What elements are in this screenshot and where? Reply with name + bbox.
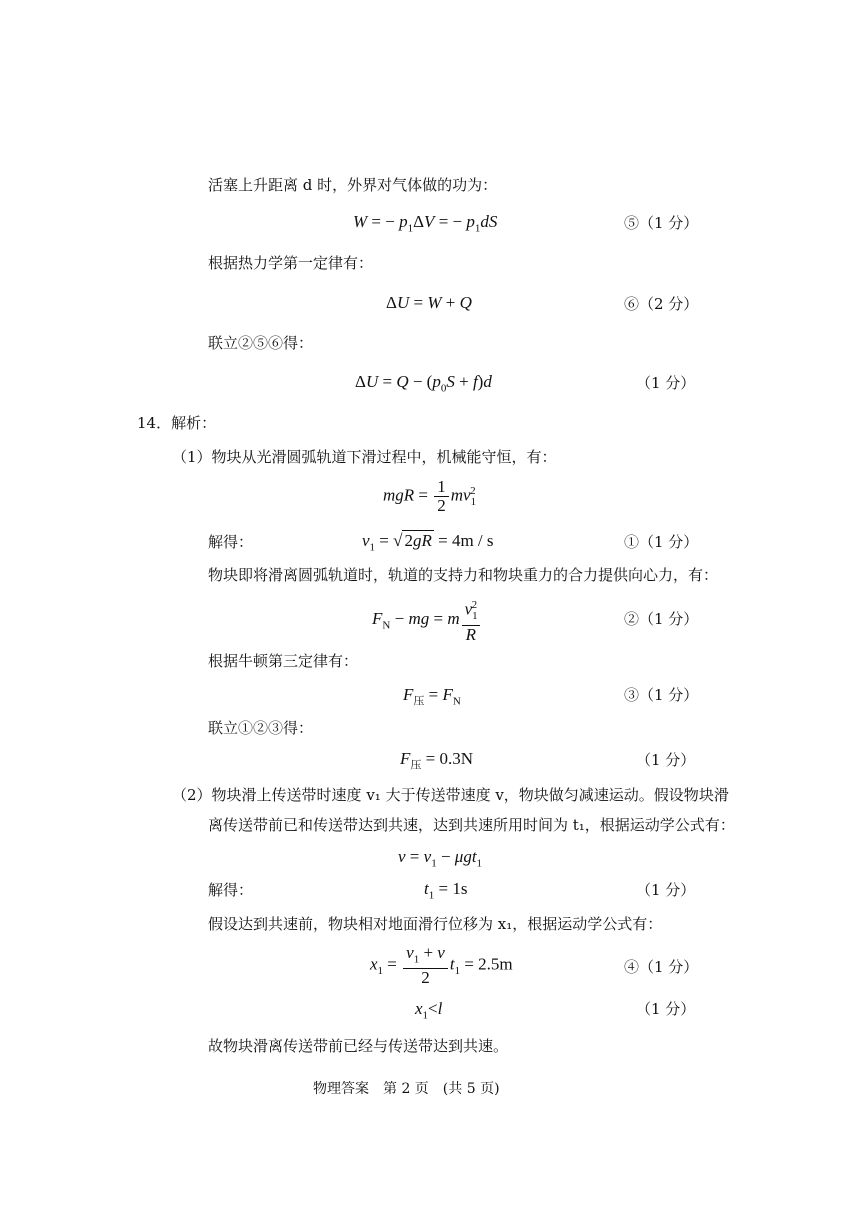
- equation-common-speed: $v = v_1 - \mu gt_1$: [398, 847, 483, 870]
- equation-energy: mgR = $\frac{1}{2}$ $mv_1^2$: [383, 477, 477, 515]
- text-centripetal-intro: 物块即将滑离圆弧轨道时，轨道的支持力和物块重力的合力提供向心力，有：: [208, 566, 719, 584]
- score-mark-3: ③（1 分）: [624, 686, 699, 704]
- equation-first-law: ΔU = W + Q: [386, 293, 472, 312]
- score-mark-10: （1 分）: [636, 1000, 696, 1018]
- equation-v1: $v_1$ = √ 2gR = 4m / s: [362, 531, 494, 554]
- score-mark-7: （1 分）: [636, 374, 696, 392]
- text-solve-1: 解得：: [208, 533, 254, 551]
- text-first-law-intro: 根据热力学第一定律有：: [208, 254, 374, 272]
- equation-work: W = − $p_1\Delta V$ = − $p_1dS$: [353, 212, 498, 235]
- equation-x1-less-l: $x_1<l$: [415, 999, 443, 1022]
- text-displacement-intro: 假设达到共速前，物块相对地面滑行位移为 x₁，根据运动学公式有：: [208, 915, 663, 933]
- score-mark-9: （1 分）: [636, 881, 696, 899]
- equation-delta-u: $\Delta U = Q - (p_0S + f)d$: [355, 372, 492, 395]
- text-work-intro: 活塞上升距离 d 时，外界对气体做的功为：: [208, 176, 498, 194]
- score-mark-1: ①（1 分）: [624, 533, 699, 551]
- score-mark-5: ⑤（1 分）: [624, 214, 699, 232]
- question-14-heading: 14．解析：: [137, 414, 217, 432]
- equation-x1: $x_1$ = $\frac{v_1 + v}{2}$ $t_1 = 2.5m$: [370, 943, 513, 988]
- score-mark-8: （1 分）: [636, 751, 696, 769]
- text-combine-256: 联立②⑤⑥得：: [208, 334, 314, 352]
- text-newton3-intro: 根据牛顿第三定律有：: [208, 652, 359, 670]
- text-combine-123: 联立①②③得：: [208, 719, 314, 737]
- text-part2-line1: （2）物块滑上传送带时速度 v₁ 大于传送带速度 v，物块做匀减速运动。假设物块滑: [172, 786, 729, 804]
- equation-f-press: $F_压 = 0.3N$: [400, 749, 474, 772]
- page-footer: 物理答案 第 2 页 (共 5 页): [313, 1081, 500, 1097]
- text-part2-line2: 离传送带前已和传送带达到共速，达到共速所用时间为 t₁，根据运动学公式有：: [208, 816, 735, 834]
- equation-centripetal: $F_N$ − mg = m $\frac{v_1^2}{R}$: [372, 596, 482, 644]
- score-mark-4: ④（1 分）: [624, 958, 699, 976]
- equation-t1: $t_1 = 1s$: [424, 879, 468, 902]
- text-solve-2: 解得：: [208, 881, 254, 899]
- score-mark-6: ⑥（2 分）: [624, 295, 699, 313]
- text-conclusion: 故物块滑离传送带前已经与传送带达到共速。: [208, 1037, 509, 1055]
- score-mark-2: ②（1 分）: [624, 610, 699, 628]
- equation-newton3: $F_压 = F_N$: [403, 685, 461, 708]
- text-part1-intro: （1）物块从光滑圆弧轨道下滑过程中，机械能守恒，有：: [172, 448, 557, 466]
